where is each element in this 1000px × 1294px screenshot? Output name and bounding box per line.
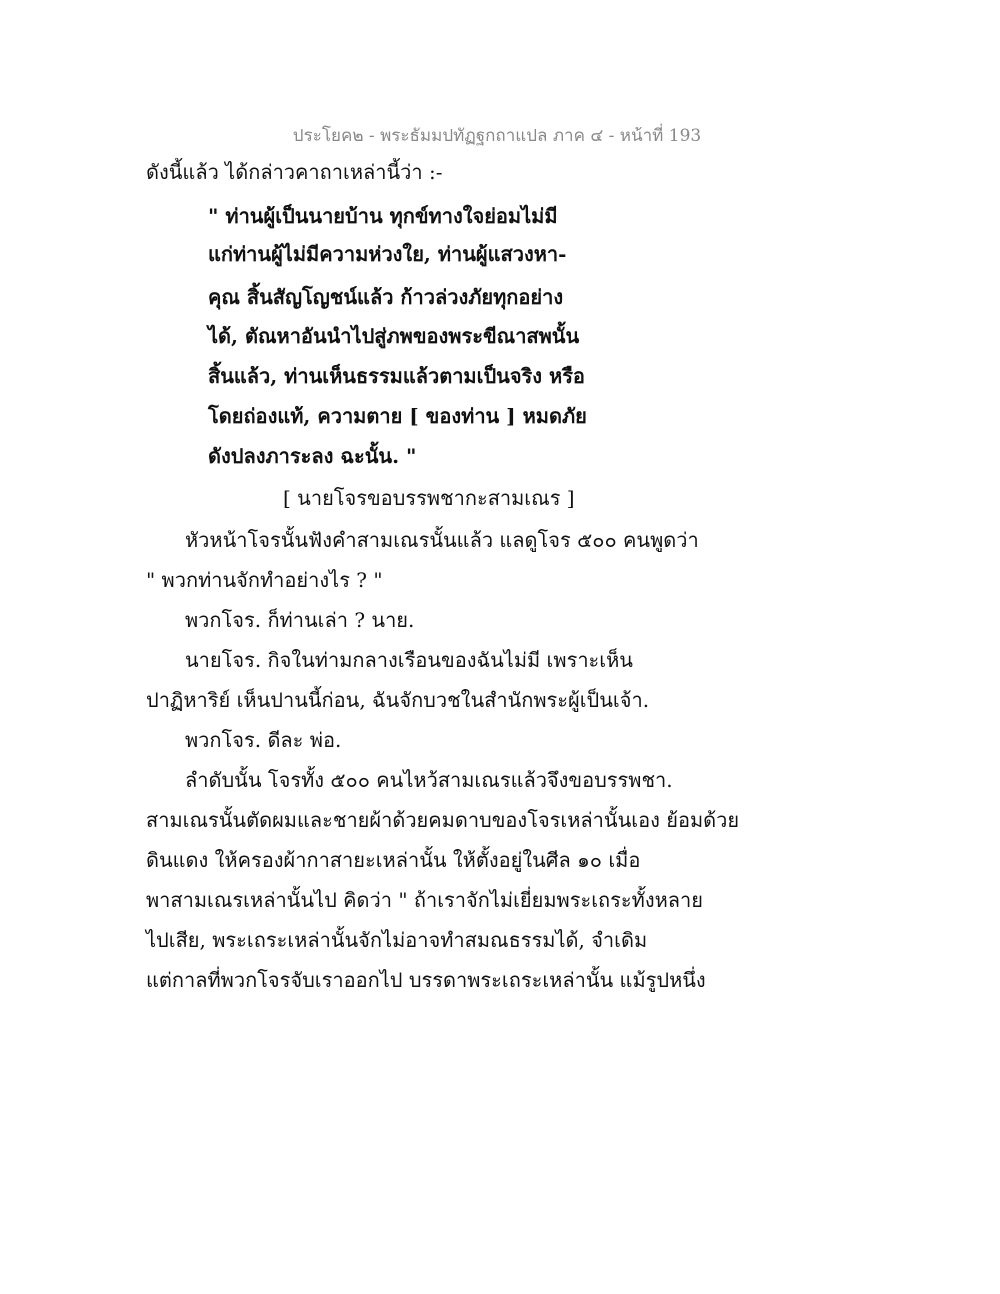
- page-header: ประโยค๒ - พระธัมมปทัฏฐกถาแปล ภาค ๔ - หน้าที่ 193: [292, 126, 702, 146]
- verse-line: คุณ สิ้นสัญโญชน์แล้ว ก้าวล่วงภัยทุกอย่าง: [208, 285, 564, 309]
- prose-line: สามเณรนั้นตัดผมและชายผ้าด้วยคมดาบของโจรเหล่านั้นเอง ย้อมด้วย: [146, 808, 740, 832]
- prose-line: ปาฏิหาริย์ เห็นปานนี้ก่อน, ฉันจักบวชในสำนักพระผู้เป็นเจ้า.: [146, 688, 650, 712]
- prose-line: พาสามเณรเหล่านั้นไป คิดว่า " ถ้าเราจักไม่เยี่ยมพระเถระทั้งหลาย: [146, 888, 703, 912]
- prose-line: ลำดับนั้น โจรทั้ง ๕๐๐ คนไหว้สามเณรแล้วจึงขอบรรพชา.: [185, 768, 673, 792]
- prose-line: แต่กาลที่พวกโจรจับเราออกไป บรรดาพระเถระเหล่านั้น แม้รูปหนึ่ง: [146, 968, 706, 992]
- verse-line: " ท่านผู้เป็นนายบ้าน ทุกข์ทางใจย่อมไม่มี: [208, 204, 558, 228]
- prose-line: ไปเสีย, พระเถระเหล่านั้นจักไม่อาจทำสมณธรรมได้, จำเดิม: [146, 928, 648, 952]
- prose-line: พวกโจร. ก็ท่านเล่า ? นาย.: [185, 608, 415, 632]
- prose-line: " พวกท่านจักทำอย่างไร ? ": [146, 568, 383, 592]
- verse-line: ดังปลงภาระลง ฉะนั้น. ": [208, 444, 417, 468]
- verse-line: สิ้นแล้ว, ท่านเห็นธรรมแล้วตามเป็นจริง หรือ: [208, 364, 585, 388]
- prose-line: ดินแดง ให้ครองผ้ากาสายะเหล่านั้น ให้ตั้งอยู่ในศีล ๑๐ เมื่อ: [146, 848, 641, 872]
- prose-line: พวกโจร. ดีละ พ่อ.: [185, 728, 342, 752]
- intro-line: ดังนี้แล้ว ได้กล่าวคาถาเหล่านี้ว่า :-: [146, 160, 443, 184]
- verse-line: แก่ท่านผู้ไม่มีความห่วงใย, ท่านผู้แสวงหา-: [208, 242, 567, 266]
- prose-line: หัวหน้าโจรนั้นฟังคำสามเณรนั้นแล้ว แลดูโจร ๕๐๐ คนพูดว่า: [185, 528, 699, 552]
- verse-line: ได้, ตัณหาอันนำไปสู่ภพของพระขีณาสพนั้น: [208, 324, 580, 348]
- prose-line: นายโจร. กิจในท่ามกลางเรือนของฉันไม่มี เพราะเห็น: [185, 648, 633, 672]
- verse-line: โดยถ่องแท้, ความตาย [ ของท่าน ] หมดภัย: [208, 404, 587, 428]
- section-title: [ นายโจรขอบรรพชากะสามเณร ]: [283, 486, 575, 510]
